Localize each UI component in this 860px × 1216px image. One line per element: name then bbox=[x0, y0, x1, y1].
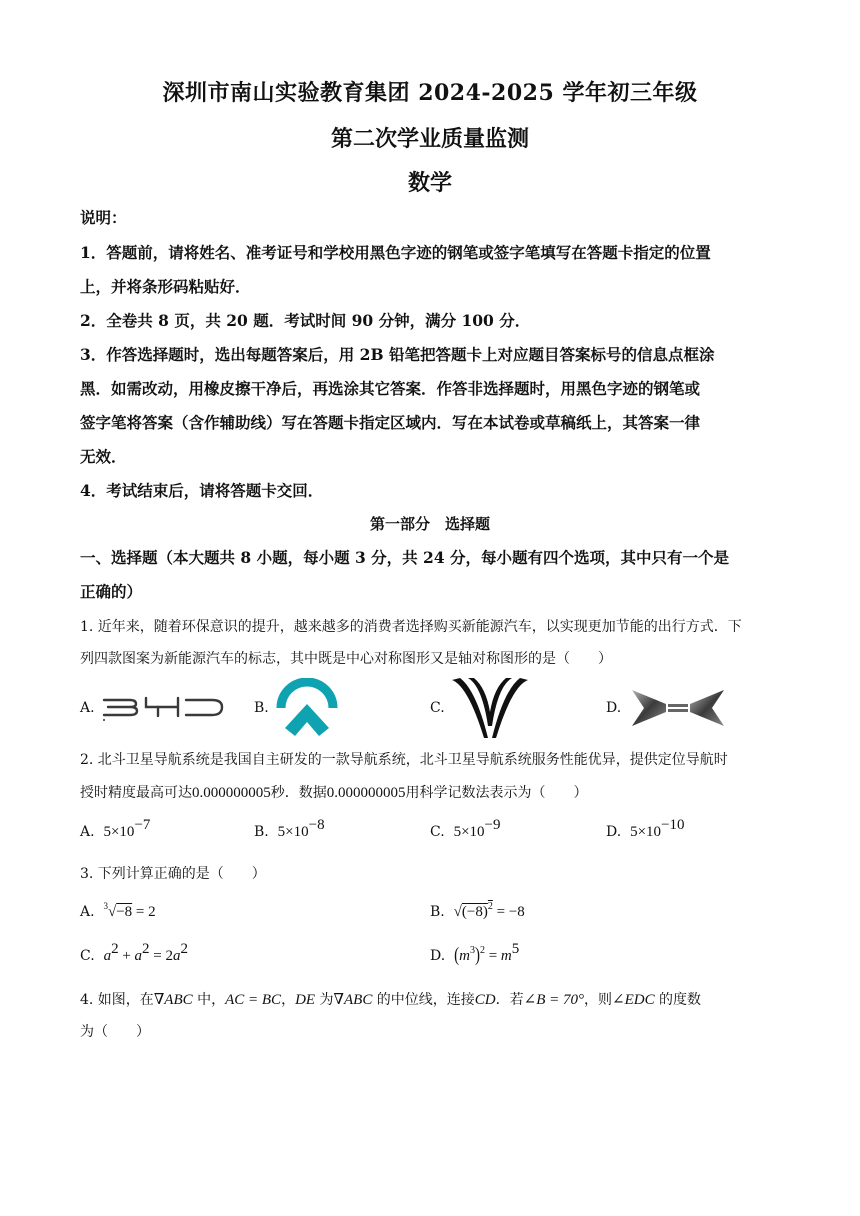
section1-line2: 正确的） bbox=[80, 582, 143, 601]
byd-logo-icon bbox=[100, 694, 228, 726]
instruction-3-line4: 无效． bbox=[80, 447, 127, 466]
instruction-1-line1: 1．答题前，请将姓名、准考证号和学校用黑色字迹的钢笔或签字笔填写在答题卡指定的位置 bbox=[80, 243, 711, 262]
q4-line2: 为（ ） bbox=[80, 1024, 150, 1040]
q1-line1: 1. 近年来，随着环保意识的提升，越来越多的消费者选择购买新能源汽车，以实现更加节能的出行方式．下 bbox=[80, 619, 742, 635]
q3-option-a: A. $^3$√−8 = 2 bbox=[80, 901, 156, 920]
instruction-4: 4．考试结束后，请将答题卡交回． bbox=[80, 481, 324, 500]
q3-option-d: D. $(m^3)^2 = m^5$ bbox=[430, 941, 520, 967]
q2-text-b: 秒．数据 bbox=[270, 785, 327, 801]
q2-option-c: C. $5\times 10^{-9}$ bbox=[430, 817, 501, 840]
q2-line1: 2. 北斗卫星导航系统是我国自主研发的一款导航系统，北斗卫星导航系统服务性能优异，提供定位导航时 bbox=[80, 752, 728, 768]
q2-text-a: 授时精度最高可达 bbox=[80, 785, 192, 801]
q1-option-b-letter: B. bbox=[254, 700, 269, 716]
instruction-1-line2: 上，并将条形码粘贴好． bbox=[80, 277, 251, 296]
exam-subject: 数学 bbox=[407, 170, 452, 196]
q2-value-repeat: 0.000000005 bbox=[326, 785, 406, 801]
q2-value: 0.000000005 bbox=[192, 785, 271, 801]
nio-logo-icon bbox=[273, 678, 341, 744]
q2-text-c: 用科学记数法表示为（ ） bbox=[405, 785, 588, 801]
instructions-label: 说明： bbox=[80, 208, 127, 227]
q1-option-a-letter: A. bbox=[80, 700, 95, 716]
q3-option-c: C. $a^2 + a^2 = 2a^2$ bbox=[80, 941, 189, 964]
q2-option-b: B. $5\times 10^{-8}$ bbox=[254, 817, 325, 840]
q1-option-c-letter: C. bbox=[430, 700, 445, 716]
q3-stem: 3. 下列计算正确的是（ ） bbox=[80, 866, 266, 882]
instruction-3-line3: 签字笔将答案（含作辅助线）写在答题卡指定区域内．写在本试卷或草稿纸上，其答案一律 bbox=[80, 413, 701, 432]
q3-option-b: B. $√(-8)^2 = -8$ bbox=[430, 901, 525, 920]
q1-line2: 列四款图案为新能源汽车的标志，其中既是中心对称图形又是轴对称图形的是（ ） bbox=[80, 651, 612, 667]
instruction-3-line2: 黑．如需改动，用橡皮擦干净后，再选涂其它答案．作答非选择题时，用黑色字迹的钢笔或 bbox=[80, 379, 701, 398]
trident-logo-icon bbox=[448, 676, 532, 744]
exam-title: 深圳市南山实验教育集团 2024-2025 学年初三年级 bbox=[162, 80, 698, 106]
exam-subtitle: 第二次学业质量监测 bbox=[330, 126, 529, 152]
q2-option-d: D. $5\times 10^{-10}$ bbox=[606, 817, 685, 840]
q1-option-d-letter: D. bbox=[606, 700, 622, 716]
q2-line2 bbox=[80, 783, 785, 803]
instruction-3-line1: 3．作答选择题时，选出每题答案后，用 2B 铅笔把答题卡上对应题目答案标号的信息点框涂 bbox=[80, 345, 715, 364]
instruction-2: 2．全卷共 8 页，共 20 题．考试时间 90 分钟，满分 100 分． bbox=[80, 311, 531, 330]
section1-line1: 一、选择题（本大题共 8 小题，每小题 3 分，共 24 分，每小题有四个选项，其中只有一个是 bbox=[80, 548, 730, 567]
part1-title: 第一部分 选择题 bbox=[369, 515, 490, 533]
x-wing-logo-icon bbox=[630, 688, 726, 732]
q4-line1: 4. 如图，在∇ABC 中，AC = BC，DE 为∇ABC 的中位线，连接CD．若∠B = 70°，则∠EDC 的度数 bbox=[80, 992, 702, 1008]
q2-option-a: A. $5\times 10^{-7}$ bbox=[80, 817, 151, 840]
